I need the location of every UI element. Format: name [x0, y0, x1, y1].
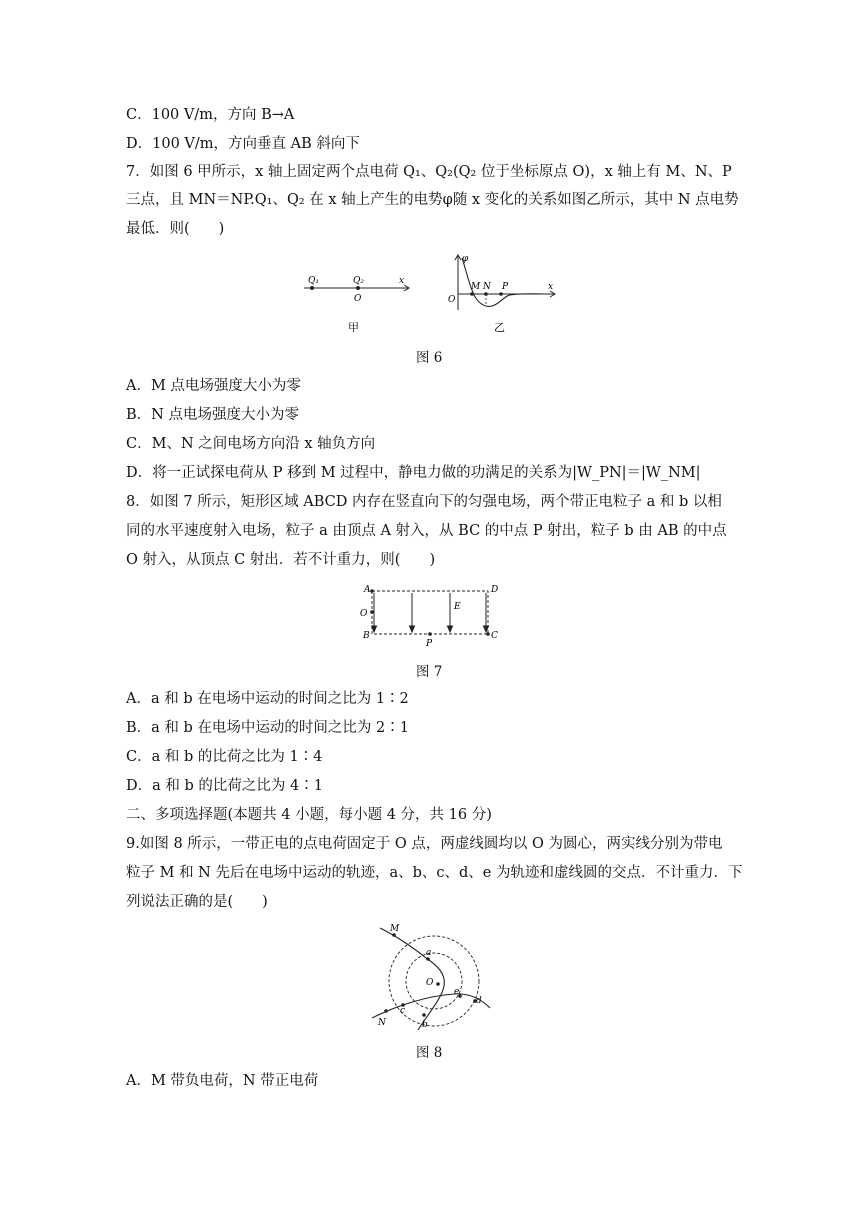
option-7c: C．M、N 之间电场方向沿 x 轴负方向 [126, 436, 376, 452]
label-c: c [400, 1006, 406, 1016]
subfigure-yi: 乙 [494, 321, 505, 334]
label-d: d [476, 996, 482, 1006]
figure-8-caption: 图 8 [416, 1045, 443, 1061]
option-8a: A．a 和 b 在电场中运动的时间之比为 1∶2 [126, 691, 409, 707]
figure-7 [356, 580, 506, 650]
label-q1: Q₁ [308, 276, 319, 286]
option-8c: C．a 和 b 的比荷之比为 1∶4 [126, 749, 323, 765]
label-x-jia: x [399, 276, 405, 286]
option-7b: B．N 点电场强度大小为零 [126, 407, 299, 423]
label-m: M [471, 282, 481, 292]
label-x-yi: x [548, 282, 554, 292]
question-7-line-1: 7．如图 6 甲所示，x 轴上固定两个点电荷 Q₁、Q₂(Q₂ 位于坐标原点 O)，x 轴上有 M、N、P [126, 164, 732, 180]
label-n: N [483, 282, 491, 292]
option-8b: B．a 和 b 在电场中运动的时间之比为 2∶1 [126, 720, 409, 736]
question-8-line-2: 同的水平速度射入电场，粒子 a 由顶点 A 射入，从 BC 的中点 P 射出，粒子 b 由 AB 的中点 [126, 523, 727, 539]
figure-7-caption: 图 7 [416, 664, 443, 680]
label-b: b [422, 1020, 428, 1030]
label-c: C [491, 631, 498, 641]
option-7a: A．M 点电场强度大小为零 [126, 378, 301, 394]
label-o-jia: O [354, 294, 362, 304]
label-m: M [390, 924, 400, 934]
option-7c-prev: C．100 V/m，方向 B→A [126, 107, 295, 123]
option-7d: D．将一正试探电荷从 P 移到 M 过程中，静电力做的功满足的关系为|W_PN|＝|W_NM| [126, 465, 701, 481]
label-o: O [360, 609, 368, 619]
label-d: D [491, 585, 499, 595]
label-a: A [364, 585, 371, 595]
label-o: O [426, 978, 434, 988]
question-7-line-3: 最低．则( ) [126, 221, 225, 237]
label-e: E [454, 602, 461, 612]
subfigure-jia: 甲 [348, 321, 359, 334]
label-p: P [426, 639, 433, 649]
figure-8 [366, 922, 496, 1034]
label-n: N [378, 1018, 386, 1028]
option-9a: A．M 带负电荷，N 带正电荷 [126, 1073, 319, 1089]
question-9-line-1: 9.如图 8 所示，一带正电的点电荷固定于 O 点，两虚线圆均以 O 为圆心，两实线分别为带电 [126, 836, 723, 852]
label-a: a [426, 948, 432, 958]
section-2-heading: 二、多项选择题(本题共 4 小题，每小题 4 分，共 16 分) [126, 807, 492, 823]
option-7d-prev: D．100 V/m，方向垂直 AB 斜向下 [126, 136, 360, 152]
figure-6-caption: 图 6 [416, 350, 443, 366]
question-9-line-2: 粒子 M 和 N 先后在电场中运动的轨迹，a、b、c、d、e 为轨迹和虚线圆的交点．不计重力．下 [126, 865, 743, 881]
label-phi: φ [462, 254, 469, 264]
option-8d: D．a 和 b 的比荷之比为 4∶1 [126, 778, 323, 794]
question-7-line-2: 三点，且 MN＝NP.Q₁、Q₂ 在 x 轴上产生的电势φ随 x 变化的关系如图乙所示，其中 N 点电势 [126, 192, 739, 208]
label-o-yi: O [448, 295, 456, 305]
label-b: B [363, 631, 370, 641]
question-8-line-1: 8．如图 7 所示，矩形区域 ABCD 内存在竖直向下的匀强电场，两个带正电粒子 a 和 b 以相 [126, 494, 722, 510]
label-p: P [502, 282, 509, 292]
label-e: e [454, 987, 460, 997]
question-9-line-3: 列说法正确的是( ) [126, 894, 268, 910]
figure-6 [296, 250, 566, 340]
label-q2: Q₂ [353, 276, 364, 286]
question-8-line-3: O 射入，从顶点 C 射出．若不计重力，则( ) [126, 552, 436, 568]
